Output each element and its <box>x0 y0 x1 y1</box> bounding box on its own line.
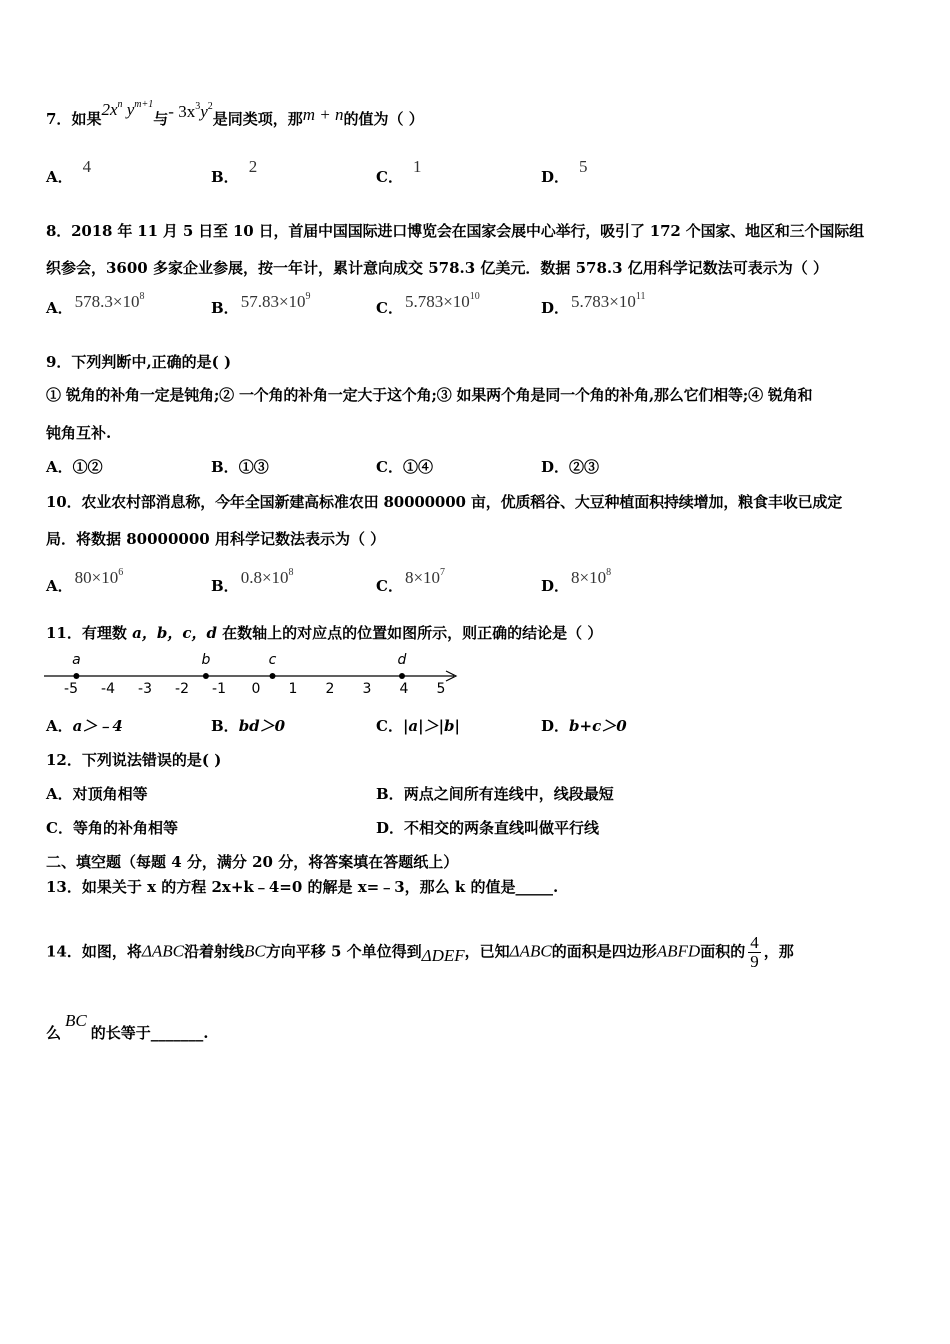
q14-triangle-abc: ΔABC <box>141 941 184 961</box>
q12-option-a[interactable]: A．对顶角相等 <box>46 785 148 803</box>
q10-option-a[interactable]: A． $80\times 10^6$ <box>46 567 124 595</box>
section-2-title: 二、填空题（每题 4 分，满分 20 分，将答案填在答题纸上） <box>46 853 459 871</box>
q11-option-d[interactable]: D．b+c＞0 <box>541 717 627 735</box>
q14-triangle-def: ΔDEF <box>421 945 465 965</box>
number-line-tick-label: 2 <box>325 681 335 697</box>
number-line-tick-label: -4 <box>101 681 115 697</box>
q12-option-c[interactable]: C．等角的补角相等 <box>46 819 178 837</box>
question-12-stem: 12．下列说法错误的是( ) <box>46 751 222 769</box>
question-14-line-1: 14．如图，将ΔABC沿着射线BC方向平移 5 个单位得到ΔDEF，已知ΔABC的面积是四边形ABFD面积的 $\frac{4}{9}$ ，那 <box>46 933 794 971</box>
number-line <box>40 646 470 702</box>
number-line-tick-label: -1 <box>212 681 226 697</box>
q12-option-d[interactable]: D．不相交的两条直线叫做平行线 <box>376 819 600 837</box>
q7-term-2: - $3x^3y^2$ <box>168 101 213 121</box>
question-14-line-2: 么BC的长等于_______. <box>46 1011 209 1042</box>
q9-option-c[interactable]: C．①④ <box>376 458 433 476</box>
q14-ray-bc: BC <box>243 941 266 961</box>
q7-option-a[interactable]: A．4 <box>46 157 92 186</box>
question-10-line-2: 局．将数据 80000000 用科学记数法表示为（ ） <box>46 530 386 548</box>
q7-m-plus-n: m + n <box>302 105 344 124</box>
q7-text-3: 是同类项，那 <box>212 110 303 128</box>
q14-fraction: $\frac{4}{9}$ <box>750 933 759 971</box>
number-line-point-label-a: a <box>72 652 81 668</box>
q10-option-b[interactable]: B． $0.8\times 10^8$ <box>211 567 294 595</box>
question-8-line-2: 织参会，3600 多家企业参展，按一年计，累计意向成交 578.3 亿美元．数据 578.3 亿用科学记数法可表示为（ ） <box>46 259 829 277</box>
q7-text-1: 如果 <box>71 110 102 128</box>
question-11-stem: 11．有理数 a，b，c，d 在数轴上的对应点的位置如图所示，则正确的结论是（ ） <box>46 624 603 642</box>
number-line-point-label-c: c <box>268 652 277 668</box>
q7-text-4: 的值为（ ） <box>343 110 424 128</box>
q8-option-a[interactable]: A． $578.3\times 10^8$ <box>46 291 145 317</box>
q8-option-b[interactable]: B． $57.83\times 10^9$ <box>211 291 311 317</box>
question-9-line-3: 钝角互补. <box>46 424 112 442</box>
question-9-stem: 9．下列判断中,正确的是( ) <box>46 353 232 371</box>
q7-term-1: $2x^n$ $y^{m+1}$ <box>101 99 154 119</box>
question-13: 13．如果关于 x 的方程 2x+k﹣4=0 的解是 x=﹣3，那么 k 的值是_____. <box>46 878 559 896</box>
number-line-tick-label: 3 <box>362 681 372 697</box>
q8-option-c[interactable]: C． $5.783\times 10^{10}$ <box>376 291 480 317</box>
number-line-tick-label: -5 <box>64 681 78 697</box>
q9-option-b[interactable]: B．①③ <box>211 458 269 476</box>
q7-number: 7． <box>46 110 72 128</box>
q14-triangle-abc-2: ΔABC <box>509 941 552 961</box>
number-line-tick-label: -2 <box>175 681 189 697</box>
number-line-point-c <box>270 673 276 679</box>
q10-option-c[interactable]: C． $8\times 10^7$ <box>376 567 446 595</box>
number-line-point-label-d: d <box>397 652 407 668</box>
q14-bc: BC <box>65 1011 87 1030</box>
q11-option-c[interactable]: C．|a|＞|b| <box>376 717 460 735</box>
q12-option-b[interactable]: B．两点之间所有连线中，线段最短 <box>376 785 614 803</box>
number-line-point-label-b: b <box>201 652 211 668</box>
q14-quad-abfd: ABFD <box>656 941 701 961</box>
q7-text-2: 与 <box>153 110 169 128</box>
q9-option-a[interactable]: A．①② <box>46 458 103 476</box>
q11-option-b[interactable]: B．bd＞0 <box>211 717 286 735</box>
number-line-point-b <box>203 673 209 679</box>
number-line-tick-label: 0 <box>251 681 261 697</box>
question-7-stem <box>46 99 424 129</box>
q9-option-d[interactable]: D．②③ <box>541 458 600 476</box>
number-line-tick-label: 4 <box>399 681 409 697</box>
q7-option-b[interactable]: B．2 <box>211 157 258 186</box>
question-10-line-1: 10．农业农村部消息称，今年全国新建高标准农田 80000000 亩，优质稻谷、大豆种植面积持续增加，粮食丰收已成定 <box>46 493 843 511</box>
number-line-tick-label: 1 <box>288 681 298 697</box>
q11-option-a[interactable]: A．a＞﹣4 <box>46 717 123 735</box>
number-line-tick-label: -3 <box>138 681 152 697</box>
q7-option-c[interactable]: C．1 <box>376 157 422 186</box>
q8-option-d[interactable]: D． $5.783\times 10^{11}$ <box>541 291 646 317</box>
number-line-point-d <box>399 673 405 679</box>
question-9-line-2: ① 锐角的补角一定是钝角;② 一个角的补角一定大于这个角;③ 如果两个角是同一个角的补角,那么它们相等;④ 锐角和 <box>46 386 813 404</box>
number-line-tick-label: 5 <box>436 681 446 697</box>
q7-option-d[interactable]: D．5 <box>541 157 588 186</box>
question-8-line-1: 8．2018 年 11 月 5 日至 10 日，首届中国国际进口博览会在国家会展中心举行，吸引了 172 个国家、地区和三个国际组 <box>46 222 864 240</box>
q10-option-d[interactable]: D． $8\times 10^8$ <box>541 567 612 595</box>
number-line-point-a <box>73 673 79 679</box>
